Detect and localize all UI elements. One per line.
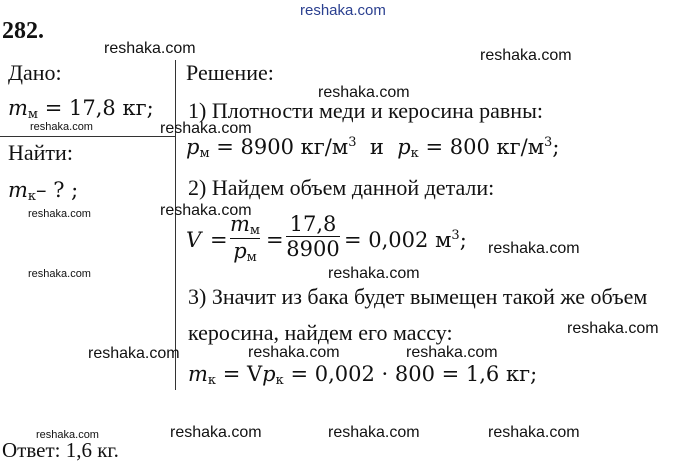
watermark-top: reshaka.com (300, 2, 386, 19)
volume-symbol: V (186, 228, 202, 252)
mass-result: $m_к = Vp_к = 0,002 \cdot 800 = 1,6$ кг; (188, 362, 538, 388)
given-mass: $m_м = 17,8$ кг; (8, 96, 154, 122)
step-3a: 3) Значит из бака будет вымещен такой же объем (188, 284, 648, 309)
find-mass: $m_к-$ ? ; (8, 178, 79, 204)
watermark: reshaka.com (248, 344, 340, 361)
watermark: reshaka.com (480, 47, 572, 64)
fraction-numeric: 17,8 8900 (286, 212, 340, 261)
divider-vertical (175, 60, 176, 390)
watermark: reshaka.com (28, 208, 91, 220)
fraction-symbolic: $m_м$ $p_м$ (229, 212, 261, 265)
watermark: reshaka.com (488, 424, 580, 441)
problem-number: 282. (2, 18, 44, 44)
step-3b: керосина, найдем его массу: (188, 320, 453, 345)
answer: Ответ: 1,6 кг. (2, 438, 119, 462)
watermark: reshaka.com (318, 84, 410, 101)
watermark: reshaka.com (328, 424, 420, 441)
solution-header: Решение: (186, 60, 274, 85)
divider-horizontal (0, 136, 176, 137)
watermark: reshaka.com (88, 345, 180, 362)
step-1: 1) Плотности меди и керосина равны: (188, 98, 543, 123)
watermark: reshaka.com (160, 202, 252, 219)
watermark: reshaka.com (170, 424, 262, 441)
watermark: reshaka.com (36, 429, 99, 441)
watermark: reshaka.com (104, 40, 196, 57)
watermark: reshaka.com (567, 320, 659, 337)
find-header: Найти: (8, 140, 73, 165)
density-line: $p_м = 8900$ $кг/м^3$ и $p_к = 800$ $кг/м^3$; (186, 135, 560, 161)
watermark: reshaka.com (160, 120, 252, 137)
equals-1: = (210, 228, 228, 252)
watermark: reshaka.com (328, 265, 420, 282)
step-2: 2) Найдем объем данной детали: (188, 175, 495, 200)
watermark: reshaka.com (488, 240, 580, 257)
volume-result: = 0,002 $м^3$; (344, 228, 467, 252)
given-header: Дано: (8, 60, 62, 85)
equals-2: = (266, 228, 284, 252)
watermark: reshaka.com (30, 121, 93, 133)
watermark: reshaka.com (406, 344, 498, 361)
watermark: reshaka.com (28, 268, 91, 280)
